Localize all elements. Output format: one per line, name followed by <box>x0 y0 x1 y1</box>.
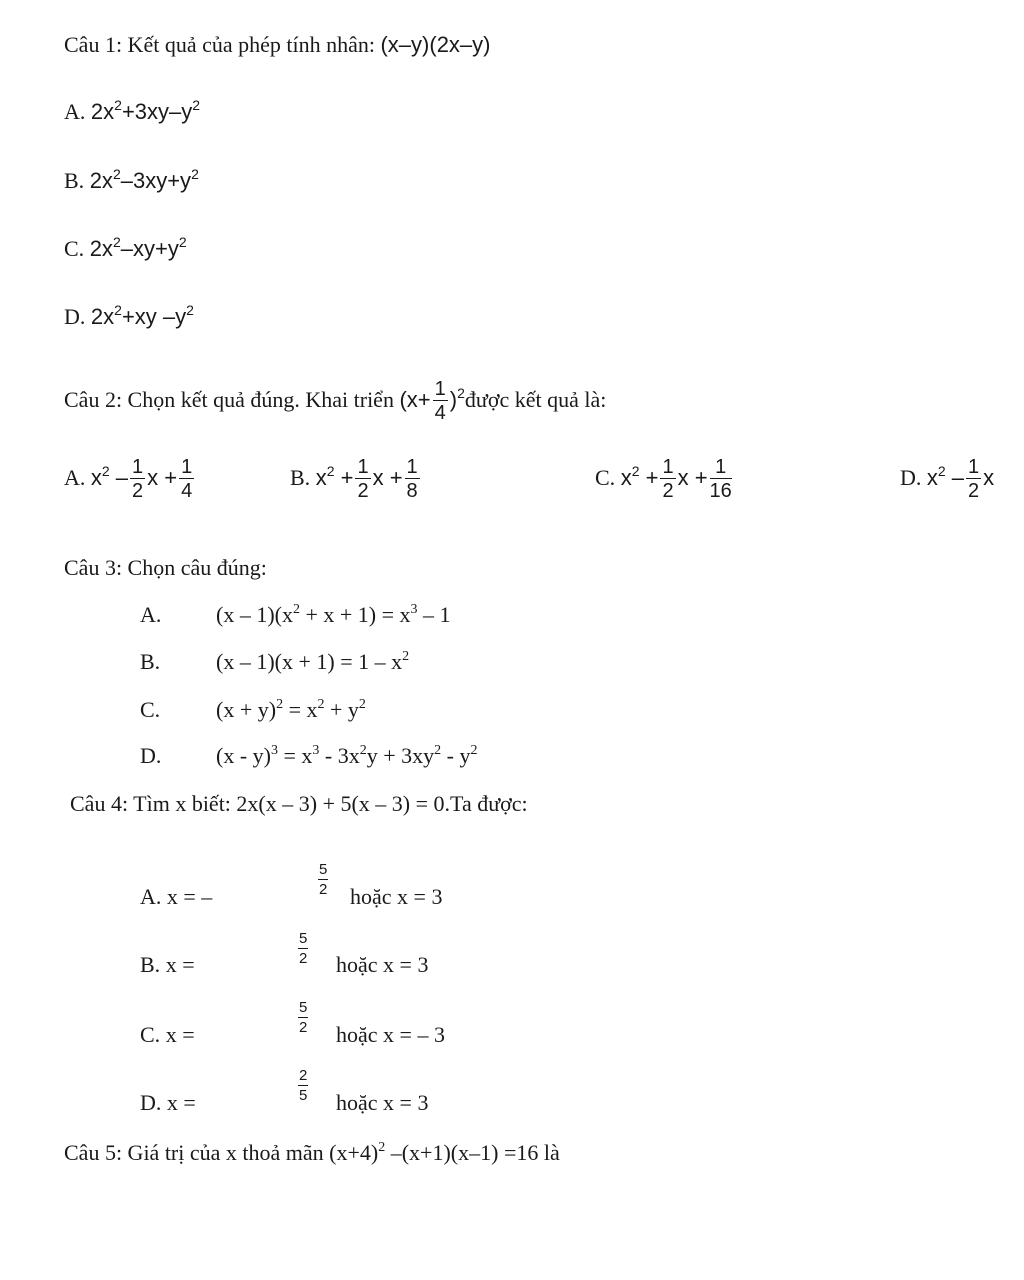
q1-title: Câu 1: Kết quả của phép tính nhân: <box>64 32 375 57</box>
q4-option-c-lead <box>140 1024 195 1046</box>
q1-expression: (x–y)(2x–y) <box>380 32 491 57</box>
q4-option-b-tail <box>336 954 428 976</box>
q1-option-a-label: A. <box>64 99 86 124</box>
q3-option-c-expr: $(x + y)^2 = x^2 + y^2$ <box>216 697 366 722</box>
q4-option-d-label: D. <box>140 1090 162 1115</box>
q4-option-c-numerator: 5 <box>299 999 308 1016</box>
q5-title-line <box>64 1142 560 1164</box>
q2-expression: (x+ $\frac{1}{4}$ )$^2$ <box>399 378 465 425</box>
q4-option-b-lead <box>140 954 195 976</box>
q4-title-line <box>70 793 528 815</box>
q5-expression-tail: =16 là <box>503 1140 560 1165</box>
q4-option-b-numerator: 5 <box>299 930 308 947</box>
q4-option-d-tail <box>336 1092 428 1114</box>
q4-option-c-label: C. <box>140 1022 161 1047</box>
q1-option-a-expr: $2x^2+3xy-y^2$ <box>90 97 201 124</box>
q4-option-c-rhs: x = – 3 <box>383 1022 445 1047</box>
q3-option-d-expr: $(x - y)^3 = x^3 - 3x^2y + 3xy^2 - y^2$ <box>216 743 478 768</box>
q4-option-d-lead <box>140 1092 196 1114</box>
q4-option-a-label: A. <box>140 884 162 909</box>
q4-option-a-numerator: 5 <box>319 861 328 878</box>
q4-option-a-rhs: x = 3 <box>397 884 443 909</box>
q2-title-tail: được kết quả là: <box>464 387 607 412</box>
q4-option-c-fraction <box>298 1000 308 1035</box>
q1-option-d <box>64 302 194 329</box>
q2-title-line <box>64 372 606 428</box>
q3-option-a-expr: $(x - 1)(x^2 + x + 1) = x^3 - 1$ <box>216 602 451 627</box>
q3-option-c-label: C. <box>140 697 161 722</box>
q2-option-c-label: C. <box>595 465 616 490</box>
q2-option-d-expr: $x^2$ – $\frac{1}{2}$ x <box>926 456 995 503</box>
q2-option-b-label: B. <box>290 465 311 490</box>
q1-option-b-label: B. <box>64 168 85 193</box>
q4-option-d-rhs: x = 3 <box>383 1090 429 1115</box>
q4-option-b-label: B. <box>140 952 161 977</box>
q4-option-d-denominator: 5 <box>299 1087 308 1104</box>
q4-option-c-lhs: x = <box>165 1022 195 1047</box>
q2-option-c <box>595 450 734 506</box>
q2-option-b <box>290 450 422 506</box>
q3-option-d-label: D. <box>140 743 162 768</box>
q4-option-c-tail <box>336 1024 445 1046</box>
q5-expression: $(x+4)^2$ –(x+1)(x–1) <box>329 1140 504 1165</box>
q4-option-d-numerator: 2 <box>299 1067 308 1084</box>
q3-title: Câu 3: Chọn câu đúng: <box>64 555 267 580</box>
q1-option-d-label: D. <box>64 304 86 329</box>
q4-option-b-or: hoặc <box>336 952 378 977</box>
q1-title-line <box>64 34 491 56</box>
q4-option-d-or: hoặc <box>336 1090 378 1115</box>
q1-option-c-expr: $2x^2-xy+y^2$ <box>89 234 187 261</box>
q4-title: Câu 4: Tìm x biết: <box>70 791 231 816</box>
q1-option-a <box>64 97 201 124</box>
q3-option-b-label: B. <box>140 649 161 674</box>
q5-title: Câu 5: Giá trị của x thoả mãn <box>64 1140 324 1165</box>
q4-option-a-fraction <box>318 862 328 897</box>
q2-option-d-label: D. <box>900 465 922 490</box>
q4-option-a-or: hoặc <box>350 884 392 909</box>
q1-option-c-label: C. <box>64 236 85 261</box>
q2-option-c-expr: $x^2$ + $\frac{1}{2}$ x + $\frac{1}{16}$ <box>620 456 732 503</box>
q4-option-d-lhs: x = <box>166 1090 196 1115</box>
q1-option-c <box>64 234 187 261</box>
q2-option-a-label: A. <box>64 465 86 490</box>
fraction: $\frac{1}{4}$ <box>434 378 446 425</box>
q1-option-b-expr: $2x^2-3xy+y^2$ <box>89 166 199 193</box>
q3-option-b-expr: $(x - 1)(x + 1) = 1 - x^2$ <box>216 649 410 674</box>
q2-option-a-expr: $x^2$ – $\frac{1}{2}$ x + $\frac{1}{4}$ <box>90 456 193 503</box>
q3-option-a-label: A. <box>140 602 162 627</box>
q4-option-b-lhs: x = <box>165 952 195 977</box>
q4-option-a-lhs: x = – <box>166 884 213 909</box>
q4-option-c-denominator: 2 <box>299 1019 308 1036</box>
q2-option-b-expr: $x^2$ + $\frac{1}{2}$ x + $\frac{1}{8}$ <box>315 456 418 503</box>
q4-title-tail: .Ta được: <box>444 791 528 816</box>
q2-option-a <box>64 450 196 506</box>
q4-option-a-denominator: 2 <box>319 881 328 898</box>
q4-option-a-lead <box>140 886 212 908</box>
q4-equation: 2x(x – 3) + 5(x – 3) = 0 <box>236 791 445 816</box>
q4-option-c-or: hoặc <box>336 1022 378 1047</box>
q2-option-d <box>900 450 994 506</box>
q4-option-b-fraction <box>298 931 308 966</box>
q4-option-b-denominator: 2 <box>299 950 308 967</box>
q4-option-d-fraction <box>298 1068 308 1103</box>
q2-title: Câu 2: Chọn kết quả đúng. Khai triển <box>64 387 394 412</box>
q4-option-b-rhs: x = 3 <box>383 952 429 977</box>
q1-option-d-expr: $2x^2+xy$ $-y^2$ <box>90 302 194 329</box>
q4-option-a-tail <box>350 886 442 908</box>
q1-option-b <box>64 166 199 193</box>
